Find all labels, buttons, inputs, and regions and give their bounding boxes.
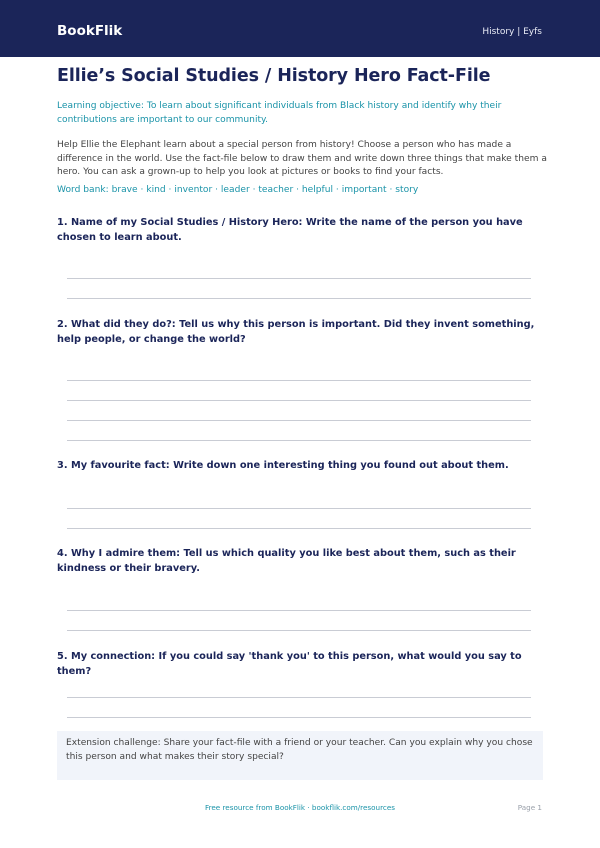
- question-2: 2. What did they do?: Tell us why this person is important. Did they invent something, help people, or change the world?: [57, 319, 535, 345]
- answer-line[interactable]: [67, 630, 531, 631]
- answer-line[interactable]: [67, 278, 531, 279]
- breadcrumb[interactable]: History | Eyfs: [482, 27, 542, 37]
- answer-line[interactable]: [67, 508, 531, 509]
- answer-line[interactable]: [67, 400, 531, 401]
- word-bank: Word bank: brave · kind · inventor · leader · teacher · helpful · important · story: [57, 185, 419, 195]
- header-bar: [0, 0, 600, 57]
- question-5: 5. My connection: If you could say 'thank you' to this person, what would you say to them?: [57, 651, 522, 677]
- question-4: 4. Why I admire them: Tell us which quality you like best about them, such as their kindness or their bravery.: [57, 548, 516, 574]
- footer-credit[interactable]: Free resource from BookFlik · bookflik.com/resources: [204, 803, 396, 812]
- answer-line[interactable]: [67, 717, 531, 718]
- page-title: Ellie’s Social Studies / History Hero Fact-File: [57, 66, 491, 86]
- answer-line[interactable]: [67, 528, 531, 529]
- answer-line[interactable]: [67, 380, 531, 381]
- answer-line[interactable]: [67, 610, 531, 611]
- page-number: Page 1: [517, 803, 542, 812]
- brand-logo[interactable]: BookFlik: [57, 23, 123, 39]
- intro-text: Help Ellie the Elephant learn about a special person from history! Choose a person who has made a difference in the world. Use the fact-file below to draw them and write down three things that make them a hero. You can ask a grown-up to help you look at pictures or books to find your facts.: [57, 140, 547, 177]
- question-3: 3. My favourite fact: Write down one interesting thing you found out about them.: [57, 460, 509, 471]
- answer-line[interactable]: [67, 440, 531, 441]
- learning-objective: Learning objective: To learn about significant individuals from Black history and identify why their contributions are important to our community.: [57, 101, 502, 125]
- answer-line[interactable]: [67, 697, 531, 698]
- answer-line[interactable]: [67, 420, 531, 421]
- question-1: 1. Name of my Social Studies / History Hero: Write the name of the person you have chosen to learn about.: [57, 217, 523, 243]
- answer-line[interactable]: [67, 298, 531, 299]
- extension-challenge: Extension challenge: Share your fact-file with a friend or your teacher. Can you explain why you chose this person and what makes their story special?: [57, 731, 543, 780]
